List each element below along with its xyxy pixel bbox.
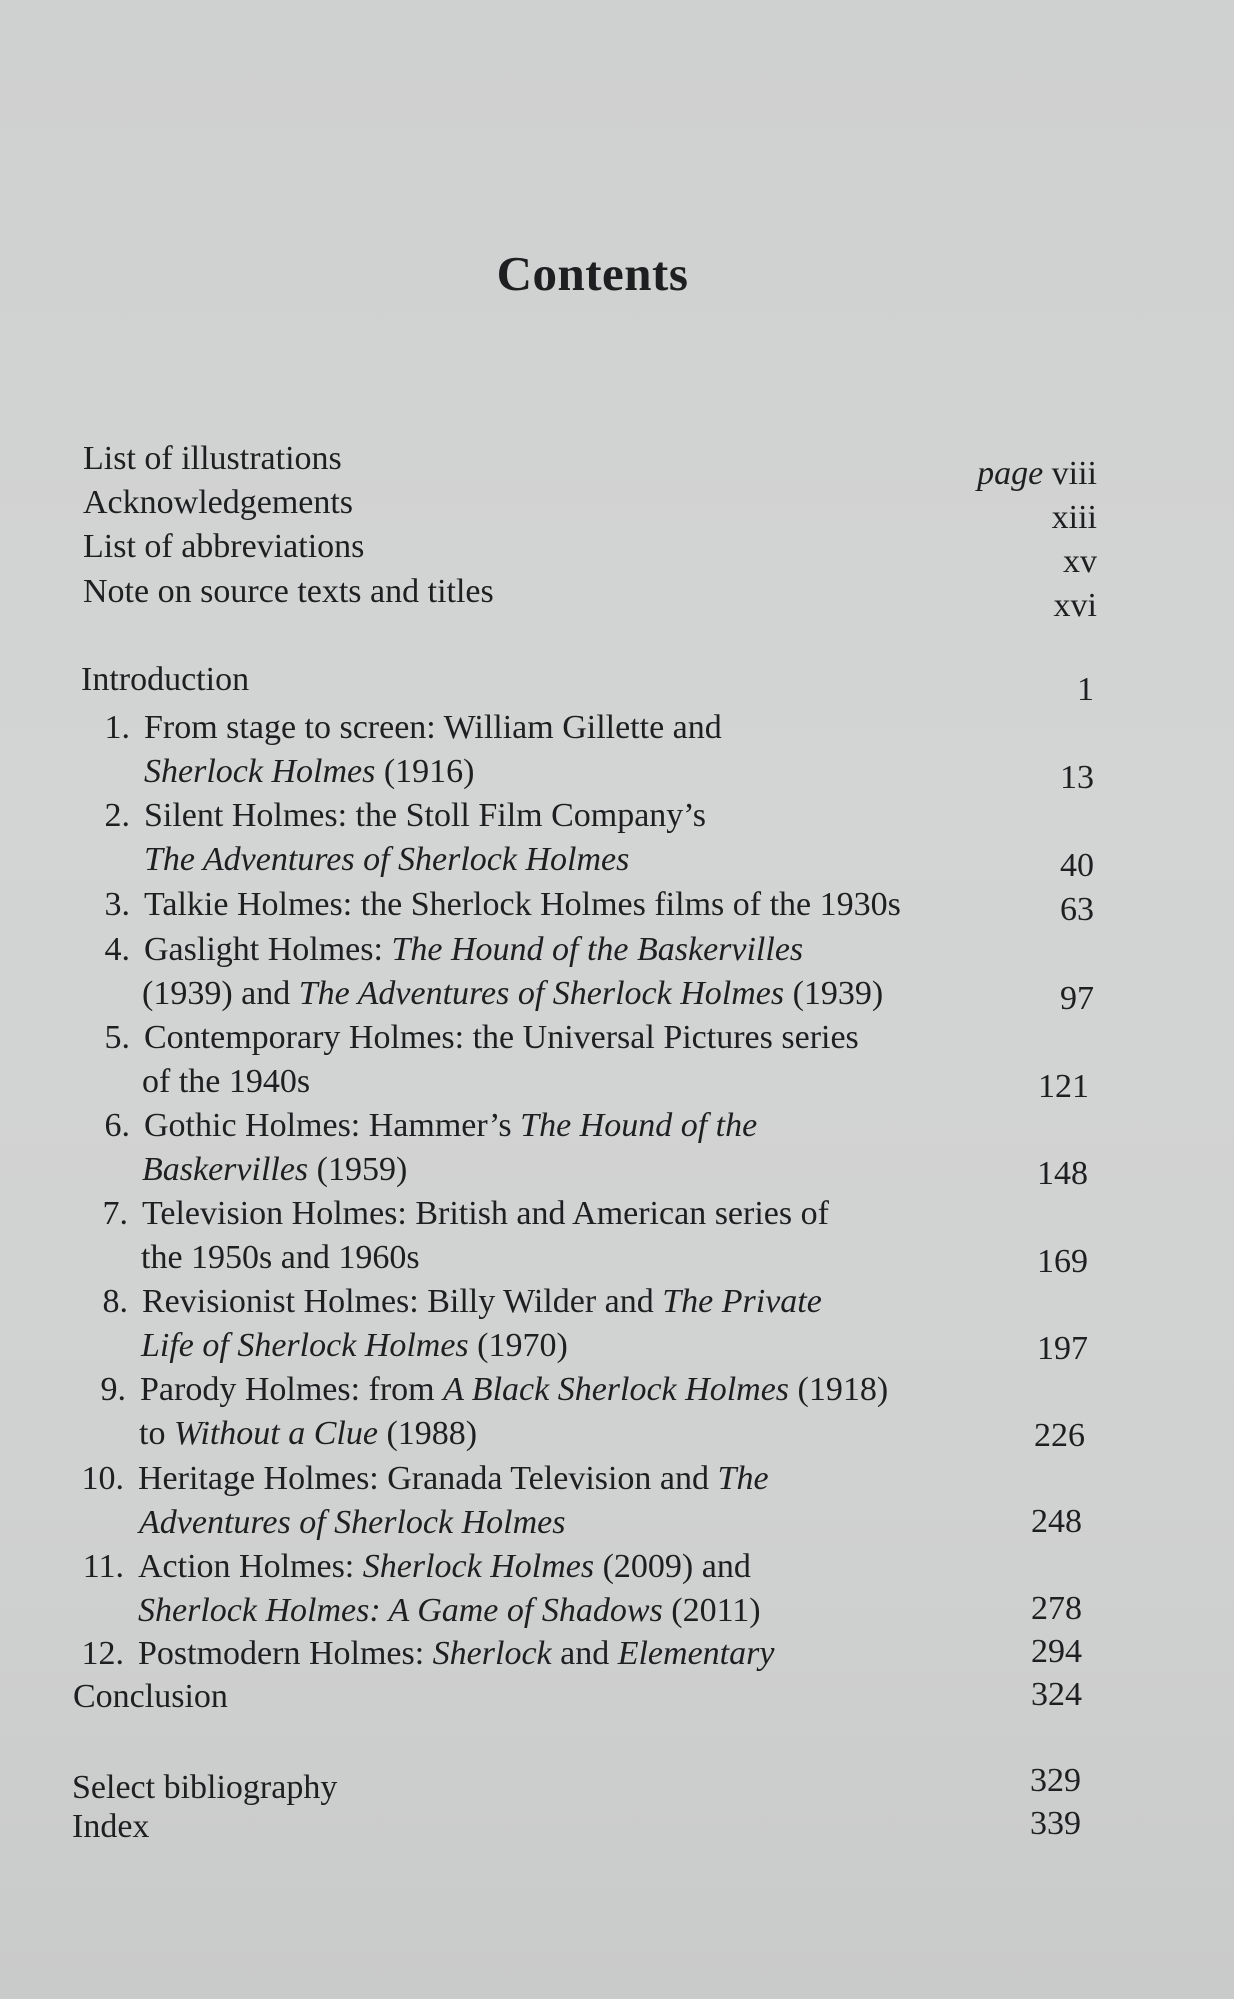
chapter-title-italic: Sherlock Holmes (362, 1548, 595, 1585)
page-number (977, 452, 1097, 496)
chapter-title-italic: The (717, 1460, 769, 1497)
chapter-title-italic: The Adventures of Sherlock Holmes (298, 975, 785, 1012)
chapter-title-line1 (144, 928, 803, 972)
chapter-title-line1: From stage to screen: William Gillette and (144, 709, 722, 746)
chapter-title-italic: Life of Sherlock Holmes (141, 1327, 469, 1364)
chapter-title-text: Gaslight Holmes: (144, 931, 392, 968)
chapter-title-italic: Sherlock Holmes: A Game of Shadows (138, 1592, 663, 1629)
chapter-title-italic: Elementary (617, 1635, 775, 1672)
page-number: xiii (1051, 499, 1097, 536)
chapter-number: 11. (82, 1548, 124, 1585)
page-number: 197 (1037, 1330, 1088, 1367)
page-number: 278 (1031, 1590, 1082, 1627)
chapter-title-italic: Baskervilles (142, 1151, 309, 1188)
toc-chapter-11-line2 (138, 1589, 761, 1633)
chapter-title-text: Action Holmes: (138, 1548, 363, 1585)
chapter-number: 2. (104, 797, 130, 834)
chapter-title-italic: Adventures of Sherlock Holmes (139, 1504, 566, 1541)
page-number: 148 (1037, 1155, 1088, 1192)
toc-entry-conclusion (73, 1675, 228, 1719)
chapter-title-text: Postmodern Holmes: (138, 1635, 433, 1672)
chapter-title-line1 (144, 1104, 757, 1148)
chapter-number: 3. (104, 886, 130, 923)
page-number: 324 (1031, 1676, 1082, 1713)
page-number: 121 (1038, 1068, 1089, 1105)
page-number: 63 (1060, 891, 1094, 928)
chapter-title-rest: (1959) (308, 1151, 408, 1188)
page-prefix: page (977, 455, 1044, 492)
chapter-title-rest: (1939) (784, 975, 884, 1012)
chapter-title-text: (1939) and (142, 975, 299, 1012)
chapter-title-rest: (2011) (662, 1592, 761, 1629)
chapter-title-line1 (142, 1280, 822, 1324)
page-value: viii (1051, 455, 1097, 492)
entry-label: List of abbreviations (83, 528, 365, 565)
chapter-title-line1 (140, 1368, 888, 1412)
page-number: 339 (1030, 1805, 1081, 1842)
entry-label: List of illustrations (83, 440, 342, 477)
chapter-title-rest: (1918) (789, 1371, 889, 1408)
chapter-title-text: Heritage Holmes: Granada Television and (138, 1460, 718, 1497)
chapter-title-italic: The Hound of the Baskervilles (391, 931, 804, 968)
chapter-title-italic: Without a Clue (173, 1415, 378, 1452)
toc-chapter-1-line2 (144, 750, 474, 794)
page-number: xv (1063, 543, 1097, 580)
entry-label: Introduction (81, 661, 250, 698)
toc-chapter-4-line2 (142, 972, 883, 1016)
chapter-title-line1: Television Holmes: British and American series of (142, 1195, 829, 1232)
page-number: 169 (1037, 1243, 1088, 1280)
chapter-title-rest: (1970) (468, 1327, 568, 1364)
chapter-number: 7. (102, 1195, 128, 1232)
chapter-title-italic: The Hound of the (520, 1107, 758, 1144)
chapter-number: 6. (104, 1107, 130, 1144)
chapter-title-text: of the 1940s (142, 1063, 311, 1100)
chapter-title-line1 (138, 1545, 751, 1589)
chapter-title-line1: Silent Holmes: the Stoll Film Company’s (144, 797, 706, 834)
chapter-title-rest: (1916) (375, 753, 475, 790)
page-number: 1 (1077, 671, 1094, 708)
toc-chapter-2-line2 (144, 838, 629, 882)
page-number: 329 (1030, 1762, 1081, 1799)
entry-label: Note on source texts and titles (83, 573, 494, 610)
toc-entry-introduction (81, 658, 249, 702)
chapter-title-italic: A Black Sherlock Holmes (443, 1371, 790, 1408)
toc-entry-illustrations (83, 437, 342, 481)
page-number: 97 (1060, 980, 1094, 1017)
chapter-title-line1: Talkie Holmes: the Sherlock Holmes films of the 1930s (144, 886, 901, 923)
chapter-number: 1. (104, 709, 130, 746)
chapter-title-text: Revisionist Holmes: Billy Wilder and (142, 1283, 663, 1320)
chapter-title-italic: The Private (662, 1283, 822, 1320)
chapter-title-rest: and (551, 1635, 618, 1672)
toc-entry-acknowledgements (83, 481, 353, 525)
page-number: 40 (1060, 847, 1094, 884)
chapter-number: 4. (104, 931, 130, 968)
chapter-title-text: Gothic Holmes: Hammer’s (144, 1107, 521, 1144)
toc-chapter-7-line2 (141, 1236, 420, 1280)
entry-label: Select bibliography (72, 1769, 338, 1806)
chapter-number: 12. (81, 1635, 124, 1672)
toc-entry-note-on-texts (83, 570, 494, 614)
page-number: 248 (1031, 1503, 1082, 1540)
toc-chapter-9-line2 (139, 1412, 477, 1456)
chapter-title-line1 (138, 1457, 769, 1501)
toc-chapter-5-line2 (142, 1060, 310, 1104)
page-number: xvi (1053, 587, 1097, 624)
page-title: Contents (496, 246, 689, 301)
chapter-title-line1: Contemporary Holmes: the Universal Pictures series (144, 1019, 859, 1056)
chapter-title-italic: The Adventures of Sherlock Holmes (144, 841, 630, 878)
toc-chapter-6-line2 (142, 1148, 407, 1192)
toc-entry-abbreviations (83, 525, 364, 569)
chapter-number: 10. (81, 1460, 124, 1497)
chapter-title-rest: (1988) (377, 1415, 478, 1452)
entry-label: Index (72, 1808, 150, 1845)
chapter-number: 9. (100, 1371, 126, 1408)
chapter-title-italic: Sherlock Holmes (144, 753, 376, 790)
toc-entry-index (72, 1805, 149, 1849)
chapter-title-italic: Sherlock (432, 1635, 552, 1672)
chapter-title-text: to (139, 1415, 174, 1452)
chapter-title-rest: (2009) and (594, 1548, 751, 1585)
chapter-title-line1 (138, 1632, 774, 1676)
toc-chapter-8-line2 (141, 1324, 568, 1368)
toc-entry-bibliography (72, 1766, 337, 1810)
chapter-title-text: the 1950s and 1960s (141, 1239, 420, 1276)
entry-label: Acknowledgements (83, 484, 354, 521)
entry-label: Conclusion (73, 1678, 228, 1715)
chapter-number: 8. (102, 1283, 128, 1320)
chapter-number: 5. (104, 1019, 130, 1056)
page-number: 294 (1031, 1633, 1082, 1670)
toc-chapter-10-line2 (139, 1501, 565, 1545)
page-number: 226 (1034, 1417, 1085, 1454)
page-number: 13 (1060, 759, 1094, 796)
chapter-title-text: Parody Holmes: from (140, 1371, 444, 1408)
